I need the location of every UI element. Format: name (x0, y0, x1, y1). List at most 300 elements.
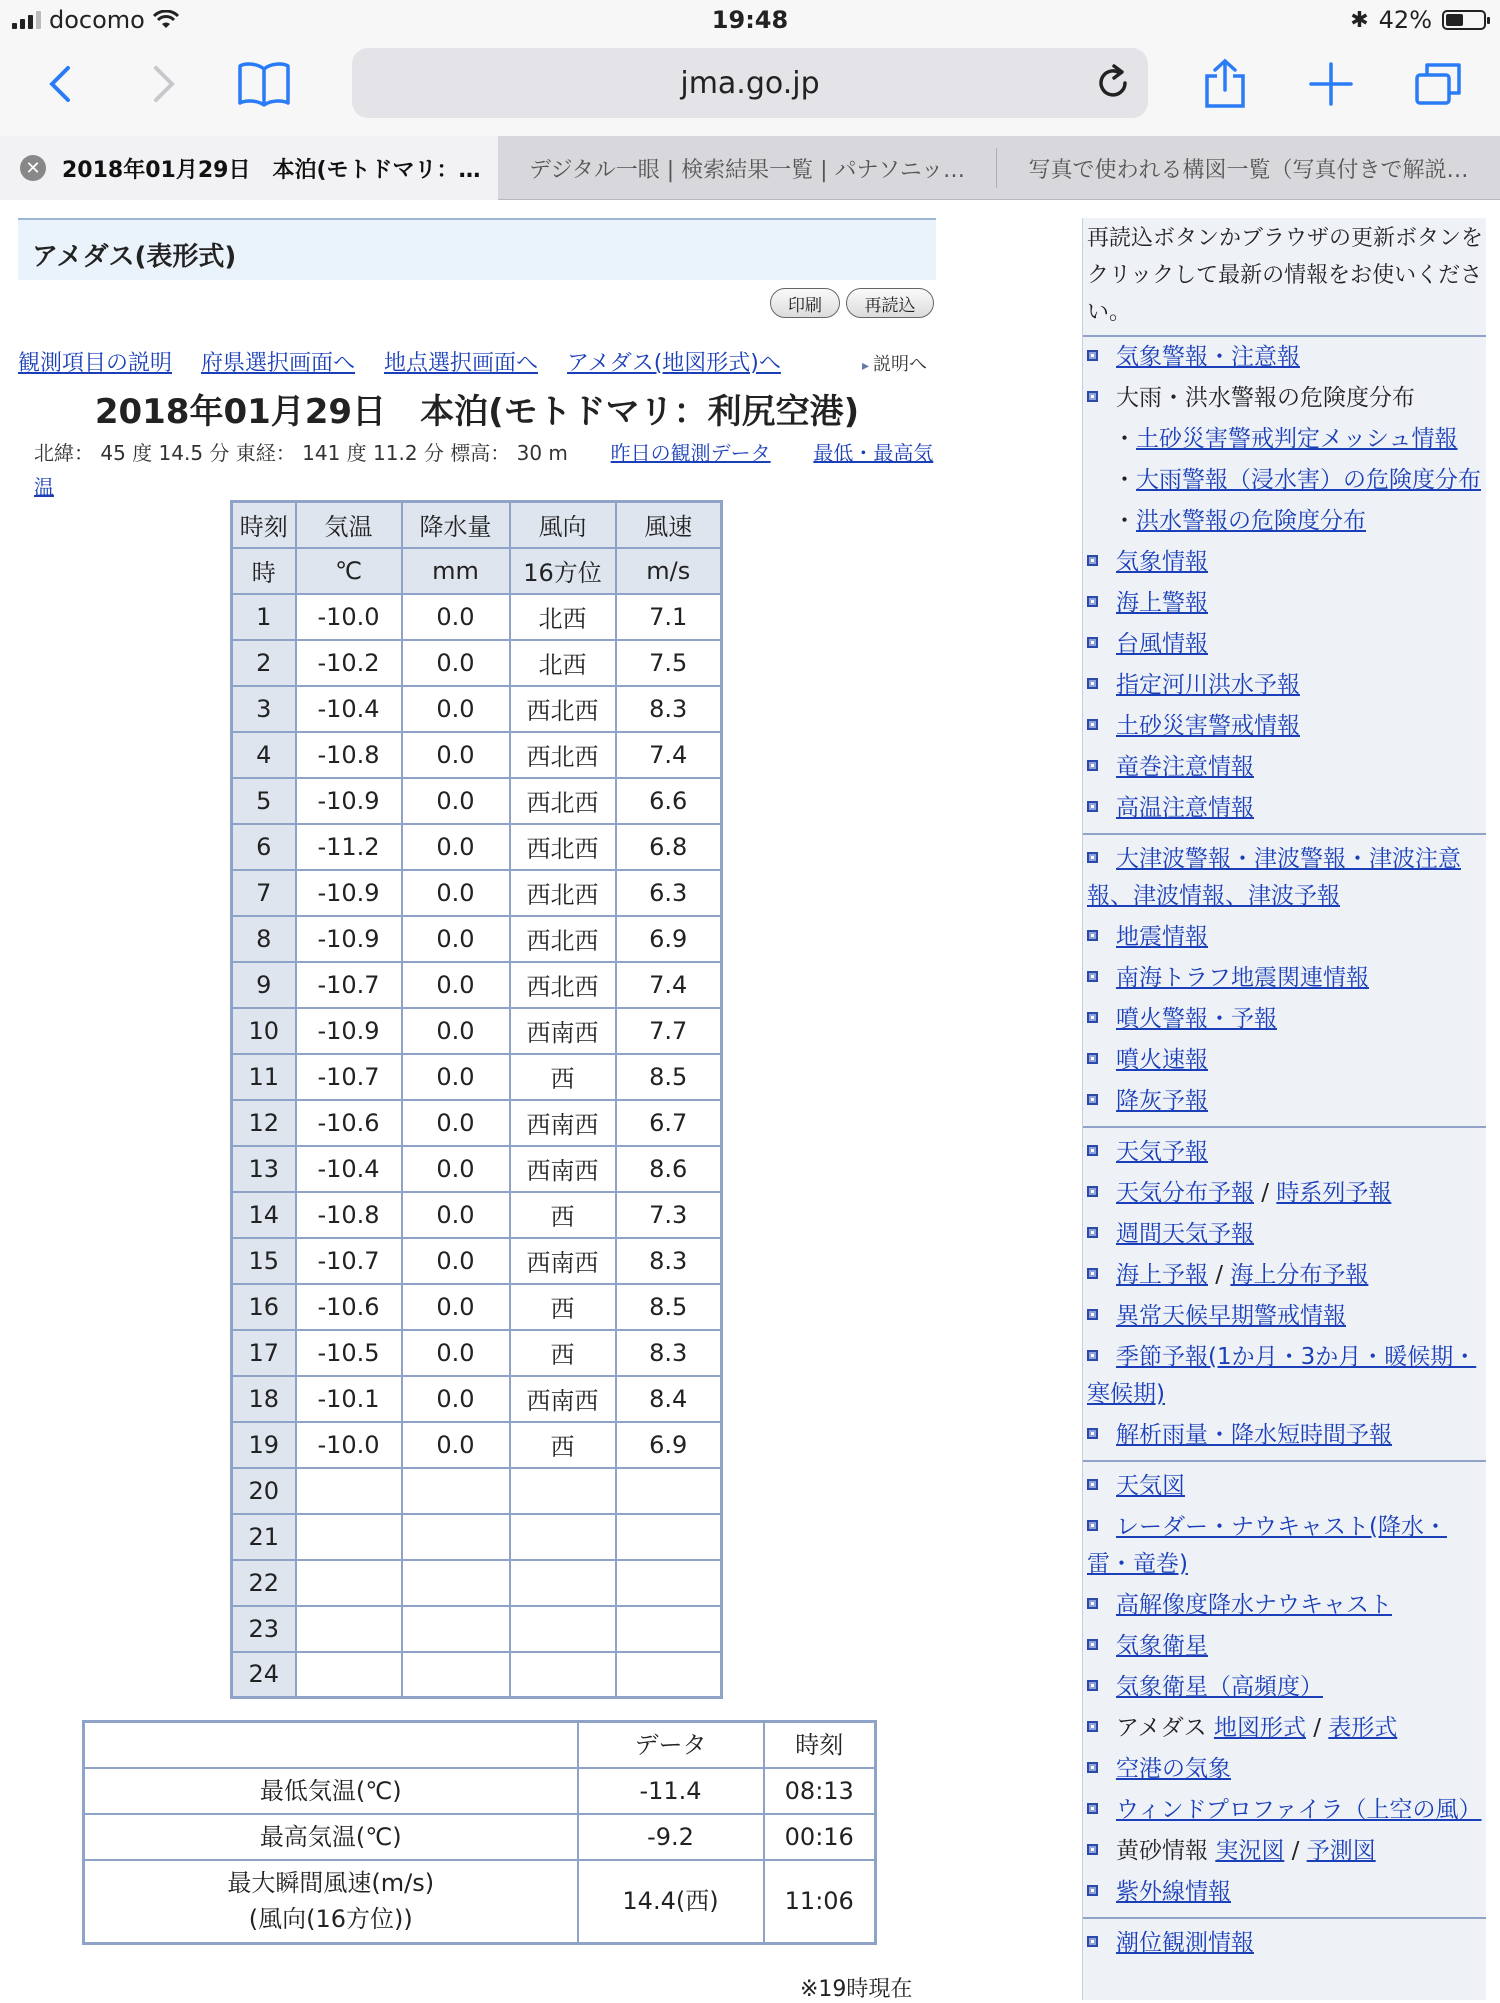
sidebar-item (1083, 1214, 1486, 1255)
bullet-icon (1087, 391, 1098, 402)
sidebar-text: ・ (1113, 508, 1136, 534)
sidebar-link[interactable]: 空港の気象 (1116, 1756, 1231, 1782)
sidebar-item (1083, 337, 1486, 378)
column-header: 降水量 (402, 502, 510, 548)
bullet-icon (1087, 1012, 1098, 1023)
column-unit: mm (402, 548, 510, 594)
summary-row (84, 1814, 876, 1860)
bullet-icon (1087, 760, 1098, 771)
sidebar-link[interactable]: 天気図 (1116, 1473, 1185, 1499)
hour-cell: 3 (232, 686, 296, 732)
data-cell (296, 1652, 402, 1698)
data-cell: 7.4 (616, 962, 722, 1008)
tab-bar (0, 136, 1500, 200)
chevron-right-icon (152, 64, 176, 104)
data-cell: 7.3 (616, 1192, 722, 1238)
data-cell: 西北西 (510, 686, 616, 732)
data-cell: 6.8 (616, 824, 722, 870)
bullet-icon (1087, 930, 1098, 941)
sidebar-item (1083, 1626, 1486, 1667)
data-cell: 0.0 (402, 916, 510, 962)
data-cell: 西北西 (510, 962, 616, 1008)
sidebar-link[interactable]: 解析雨量・降水短時間予報 (1116, 1422, 1392, 1448)
bullet-icon (1087, 1309, 1098, 1320)
table-row (232, 732, 722, 778)
sidebar-link[interactable]: 海上予報 (1116, 1262, 1208, 1288)
sidebar-item (1083, 460, 1486, 501)
hour-cell: 2 (232, 640, 296, 686)
bookmarks-button[interactable] (234, 54, 294, 114)
sidebar-item (1083, 1173, 1486, 1214)
hour-cell: 22 (232, 1560, 296, 1606)
sidebar-link[interactable]: 時系列予報 (1276, 1180, 1392, 1206)
data-cell: 7.1 (616, 594, 722, 640)
sidebar-link[interactable]: 噴火警報・予報 (1116, 1006, 1277, 1032)
sidebar-link[interactable]: 紫外線情報 (1116, 1879, 1231, 1905)
data-cell: 西北西 (510, 824, 616, 870)
summary-row (84, 1860, 876, 1944)
column-unit: m/s (616, 548, 722, 594)
tab-title: 写真で使われる構図一覧（写真付きで解説… (1028, 157, 1469, 183)
sidebar-item (1083, 1923, 1486, 1964)
summary-cell: 08:13 (764, 1768, 876, 1814)
data-cell: 8.3 (616, 1238, 722, 1284)
data-cell (296, 1560, 402, 1606)
sidebar-item (1083, 1081, 1486, 1122)
sidebar-text: ・ (1113, 467, 1136, 493)
sidebar-item (1083, 999, 1486, 1040)
data-cell: 西北西 (510, 732, 616, 778)
data-cell: 北西 (510, 594, 616, 640)
data-cell: 0.0 (402, 870, 510, 916)
hour-cell: 4 (232, 732, 296, 778)
data-cell: 0.0 (402, 1192, 510, 1238)
bullet-icon (1087, 1598, 1098, 1609)
sidebar-link[interactable]: 天気分布予報 (1116, 1180, 1254, 1206)
summary-cell: 最低気温(℃) (84, 1768, 578, 1814)
tab-title: デジタル一眼 | 検索結果一覧 | パナソニッ… (529, 157, 965, 183)
summary-cell: 最高気温(℃) (84, 1814, 578, 1860)
data-cell (402, 1652, 510, 1698)
status-bar (0, 0, 1500, 40)
bullet-icon (1087, 678, 1098, 689)
summary-column-header (84, 1722, 578, 1768)
data-cell: 西南西 (510, 1238, 616, 1284)
bullet-icon (1087, 1479, 1098, 1490)
sidebar-link[interactable]: 土砂災害警戒情報 (1116, 713, 1300, 739)
hour-cell: 18 (232, 1376, 296, 1422)
sidebar-link[interactable]: 洪水警報の危険度分布 (1136, 508, 1366, 534)
data-cell (296, 1468, 402, 1514)
bullet-icon (1087, 1268, 1098, 1279)
sidebar-link[interactable]: 地図形式 (1213, 1715, 1306, 1741)
sidebar-link[interactable]: 天気予報 (1116, 1139, 1208, 1165)
data-cell: 西南西 (510, 1146, 616, 1192)
data-cell: 西南西 (510, 1376, 616, 1422)
data-cell: -10.6 (296, 1100, 402, 1146)
hour-cell: 5 (232, 778, 296, 824)
data-cell: -10.8 (296, 732, 402, 778)
summary-header-row (84, 1722, 876, 1768)
tabs-icon (1413, 61, 1463, 107)
bullet-icon (1087, 1803, 1098, 1814)
tab-amedas[interactable] (0, 136, 498, 200)
data-cell: 8.6 (616, 1146, 722, 1192)
table-row (232, 1054, 722, 1100)
sidebar-text: / (1305, 1715, 1329, 1741)
data-cell (402, 1514, 510, 1560)
data-cell: 6.3 (616, 870, 722, 916)
hour-cell: 24 (232, 1652, 296, 1698)
data-cell: 0.0 (402, 824, 510, 870)
sidebar-item (1083, 1296, 1486, 1337)
tab-composition[interactable] (997, 136, 1500, 200)
sidebar-link[interactable]: 予測図 (1306, 1838, 1376, 1864)
sidebar-text: 黄砂情報 (1116, 1838, 1216, 1864)
data-cell: -10.6 (296, 1284, 402, 1330)
sidebar-divider (1083, 1126, 1486, 1128)
reload-page-button[interactable]: 再読込 (846, 288, 934, 318)
data-cell (616, 1560, 722, 1606)
data-cell: -10.2 (296, 640, 402, 686)
sidebar-link[interactable]: 週間天気予報 (1116, 1221, 1254, 1247)
sidebar-item (1083, 1790, 1486, 1831)
data-cell: -10.9 (296, 1008, 402, 1054)
table-units-row (232, 548, 722, 594)
table-row (232, 1146, 722, 1192)
sidebar-item (1083, 624, 1486, 665)
browser-toolbar (0, 40, 1500, 136)
yesterday-data-link[interactable]: 昨日の観測データ (610, 441, 771, 465)
column-unit: ℃ (296, 548, 402, 594)
book-icon (237, 61, 291, 107)
data-cell: 6.6 (616, 778, 722, 824)
hour-cell: 12 (232, 1100, 296, 1146)
coordinates-text: 北緯： 45 度 14.5 分 東経： 141 度 11.2 分 標高： 30 m (34, 441, 568, 465)
bullet-icon (1087, 1844, 1098, 1855)
sidebar-item (1083, 1255, 1486, 1296)
data-cell: 0.0 (402, 1330, 510, 1376)
share-button[interactable] (1200, 54, 1250, 114)
table-row (232, 870, 722, 916)
table-row (232, 1422, 722, 1468)
sidebar-link[interactable]: 降灰予報 (1116, 1088, 1208, 1114)
data-cell: 0.0 (402, 1100, 510, 1146)
summary-column-header: データ (578, 1722, 764, 1768)
link-item-explanation[interactable]: 観測項目の説明 (18, 351, 173, 376)
hour-cell: 1 (232, 594, 296, 640)
sidebar-link[interactable]: 気象情報 (1116, 549, 1208, 575)
data-cell: 0.0 (402, 732, 510, 778)
sidebar-link[interactable]: 大雨警報（浸水害）の危険度分布 (1136, 467, 1481, 493)
data-cell: 西 (510, 1330, 616, 1376)
tabs-button[interactable] (1410, 54, 1466, 114)
bullet-icon (1087, 350, 1098, 361)
table-row (232, 686, 722, 732)
bullet-icon (1087, 1721, 1098, 1732)
close-tab-icon[interactable]: ✕ (20, 155, 46, 181)
data-cell: 西 (510, 1192, 616, 1238)
column-header: 風向 (510, 502, 616, 548)
data-cell: 0.0 (402, 640, 510, 686)
bullet-icon (1087, 1094, 1098, 1105)
data-cell (616, 1606, 722, 1652)
sidebar-text: / (1208, 1262, 1231, 1288)
data-cell (296, 1514, 402, 1560)
tab-panasonic[interactable] (498, 136, 996, 200)
table-row (232, 1468, 722, 1514)
data-cell: 0.0 (402, 962, 510, 1008)
carrier-label: docomo (49, 6, 145, 34)
sidebar-link[interactable]: 南海トラフ地震関連情報 (1116, 965, 1369, 991)
bullet-icon (1087, 1680, 1098, 1691)
hour-cell: 6 (232, 824, 296, 870)
sidebar-link[interactable]: 高温注意情報 (1116, 795, 1254, 821)
sidebar-item (1083, 1466, 1486, 1507)
hour-cell: 7 (232, 870, 296, 916)
link-point-select[interactable]: 地点選択画面へ (384, 351, 539, 376)
sidebar-item (1083, 1872, 1486, 1913)
bullet-icon (1087, 719, 1098, 730)
hour-cell: 13 (232, 1146, 296, 1192)
plus-icon (1309, 62, 1353, 106)
table-row (232, 1330, 722, 1376)
tab-title: 2018年01月29日 本泊(モトドマリ：… (62, 157, 481, 183)
section-heading: アメダス(表形式) (18, 218, 936, 280)
sidebar-item (1083, 1132, 1486, 1173)
table-row (232, 1192, 722, 1238)
bullet-icon (1087, 596, 1098, 607)
sidebar-link[interactable]: 地震情報 (1116, 924, 1208, 950)
bluetooth-icon: ✱ (1350, 7, 1369, 33)
table-row (232, 1606, 722, 1652)
summary-cell: 14.4(西) (578, 1860, 764, 1944)
data-cell: 西 (510, 1054, 616, 1100)
sidebar-link[interactable]: レーダー・ナウキャスト(降水・雷・竜巻) (1087, 1514, 1447, 1577)
data-cell (616, 1514, 722, 1560)
data-cell: 西南西 (510, 1100, 616, 1146)
address-bar[interactable] (352, 48, 1148, 118)
sidebar-link[interactable]: 気象衛星 (1116, 1633, 1208, 1659)
link-prefecture-select[interactable]: 府県選択画面へ (201, 351, 356, 376)
page-content (0, 200, 1500, 2000)
hour-cell: 8 (232, 916, 296, 962)
sidebar-item (1083, 583, 1486, 624)
sidebar-link[interactable]: 大津波警報・津波警報・津波注意報、津波情報、津波予報 (1087, 846, 1461, 909)
sidebar-item (1083, 1040, 1486, 1081)
data-cell: 0.0 (402, 1008, 510, 1054)
sidebar-link[interactable]: 海上警報 (1116, 590, 1208, 616)
column-unit: 時 (232, 548, 296, 594)
sidebar-text: / (1254, 1180, 1277, 1206)
data-cell: -10.8 (296, 1192, 402, 1238)
sidebar-divider (1083, 1917, 1486, 1919)
sidebar-item (1083, 1415, 1486, 1456)
sidebar-link[interactable]: 台風情報 (1116, 631, 1208, 657)
data-cell: 6.9 (616, 1422, 722, 1468)
data-cell (510, 1652, 616, 1698)
url-text: jma.go.jp (680, 65, 820, 101)
data-cell (616, 1468, 722, 1514)
data-cell: -10.1 (296, 1376, 402, 1422)
data-cell: -10.7 (296, 1054, 402, 1100)
sidebar-link[interactable]: ウィンドプロファイラ（上空の風） (1116, 1797, 1482, 1823)
data-cell: 0.0 (402, 1146, 510, 1192)
data-cell: -10.4 (296, 1146, 402, 1192)
data-cell: 8.5 (616, 1054, 722, 1100)
sidebar-link[interactable]: 潮位観測情報 (1116, 1930, 1254, 1956)
table-row (232, 916, 722, 962)
battery-fill (1446, 14, 1463, 26)
sidebar-link[interactable]: 異常天候早期警戒情報 (1116, 1303, 1346, 1329)
hour-cell: 11 (232, 1054, 296, 1100)
data-cell: -10.9 (296, 778, 402, 824)
sidebar-link[interactable]: 海上分布予報 (1230, 1262, 1369, 1288)
table-header-row (232, 502, 722, 548)
bullet-icon (1087, 971, 1098, 982)
table-row (232, 1376, 722, 1422)
hour-cell: 14 (232, 1192, 296, 1238)
data-cell: 0.0 (402, 1054, 510, 1100)
sidebar-divider (1083, 833, 1486, 835)
data-cell: -10.0 (296, 1422, 402, 1468)
data-cell (510, 1606, 616, 1652)
sidebar-intro: 再読込ボタンかブラウザの更新ボタンをクリックして最新の情報をお使いください。 (1083, 218, 1486, 337)
sidebar-link[interactable]: 季節予報(1か月・3か月・暖候期・寒候期) (1087, 1344, 1477, 1407)
reload-icon[interactable] (1092, 62, 1134, 104)
station-info (34, 436, 934, 504)
table-row (232, 824, 722, 870)
forward-button[interactable] (144, 54, 184, 114)
footnote: ※19時現在 (800, 1977, 913, 2002)
sidebar-link[interactable]: 実況図 (1215, 1838, 1285, 1864)
bullet-icon (1087, 1936, 1098, 1947)
explain-link[interactable]: ▸ 説明へ (862, 350, 927, 376)
bullet-icon (1087, 1520, 1098, 1531)
table-row (232, 962, 722, 1008)
table-row (232, 1100, 722, 1146)
sidebar-text: 大雨・洪水警報の危険度分布 (1116, 385, 1415, 411)
data-cell: 0.0 (402, 1238, 510, 1284)
sidebar-item (1083, 419, 1486, 460)
bullet-icon (1087, 1762, 1098, 1773)
battery-percent: 42% (1378, 6, 1432, 34)
sidebar-item (1083, 747, 1486, 788)
sidebar-link[interactable]: 表形式 (1328, 1715, 1398, 1741)
data-cell: 北西 (510, 640, 616, 686)
observation-table (230, 500, 723, 1699)
sidebar-item (1083, 665, 1486, 706)
data-cell (510, 1560, 616, 1606)
data-cell: 0.0 (402, 1284, 510, 1330)
sidebar-link[interactable]: 高解像度降水ナウキャスト (1116, 1592, 1392, 1618)
sidebar-item (1083, 501, 1486, 542)
data-cell: 西北西 (510, 778, 616, 824)
table-row (232, 1008, 722, 1054)
hour-cell: 23 (232, 1606, 296, 1652)
data-cell: -10.7 (296, 962, 402, 1008)
status-right (1350, 6, 1486, 34)
sidebar-item (1083, 1667, 1486, 1708)
sidebar-item (1083, 542, 1486, 583)
summary-cell: -9.2 (578, 1814, 764, 1860)
min-max-temp-link[interactable]: 最低・最高気温 (34, 441, 934, 499)
data-cell: 8.4 (616, 1376, 722, 1422)
table-row (232, 1560, 722, 1606)
data-cell (616, 1652, 722, 1698)
data-cell (510, 1514, 616, 1560)
table-row (232, 778, 722, 824)
data-cell: 7.7 (616, 1008, 722, 1054)
sidebar-item (1083, 378, 1486, 419)
bullet-icon (1087, 1145, 1098, 1156)
sidebar (1082, 218, 1486, 2000)
data-cell: 8.3 (616, 686, 722, 732)
table-row (232, 1284, 722, 1330)
summary-cell: 11:06 (764, 1860, 876, 1944)
sidebar-link[interactable]: 土砂災害警戒判定メッシュ情報 (1136, 426, 1458, 452)
table-row (232, 640, 722, 686)
bullet-icon (1087, 1428, 1098, 1439)
data-cell: -10.9 (296, 916, 402, 962)
bullet-icon (1087, 801, 1098, 812)
link-map-format[interactable]: アメダス(地図形式)へ (567, 351, 781, 376)
chevron-left-icon (48, 64, 72, 104)
new-tab-button[interactable] (1306, 54, 1356, 114)
data-cell: -10.9 (296, 870, 402, 916)
data-cell: 7.4 (616, 732, 722, 778)
back-button[interactable] (40, 54, 80, 114)
hour-cell: 20 (232, 1468, 296, 1514)
sidebar-item (1083, 1749, 1486, 1790)
summary-cell: 00:16 (764, 1814, 876, 1860)
bullet-icon (1087, 1053, 1098, 1064)
data-cell: -10.5 (296, 1330, 402, 1376)
hour-cell: 19 (232, 1422, 296, 1468)
data-cell: 西北西 (510, 916, 616, 962)
bullet-icon (1087, 1227, 1098, 1238)
data-cell: 6.9 (616, 916, 722, 962)
data-cell (510, 1468, 616, 1514)
hour-cell: 10 (232, 1008, 296, 1054)
sidebar-link[interactable]: 指定河川洪水予報 (1116, 672, 1300, 698)
sidebar-link[interactable]: 竜巻注意情報 (1116, 754, 1254, 780)
sidebar-divider (1083, 1460, 1486, 1462)
data-cell (402, 1560, 510, 1606)
data-cell: 西 (510, 1422, 616, 1468)
data-cell (402, 1606, 510, 1652)
data-cell: -10.4 (296, 686, 402, 732)
sidebar-text: / (1284, 1838, 1307, 1864)
summary-cell: 最大瞬間風速(m/s) (風向(16方位)) (84, 1860, 578, 1944)
sidebar-item (1083, 1708, 1486, 1749)
column-header: 気温 (296, 502, 402, 548)
bullet-icon (1087, 1885, 1098, 1896)
table-row (232, 594, 722, 640)
sidebar-text: アメダス (1116, 1715, 1214, 1741)
bullet-icon (1087, 637, 1098, 648)
sidebar-link[interactable]: 噴火速報 (1116, 1047, 1208, 1073)
sidebar-link[interactable]: 気象警報・注意報 (1116, 344, 1300, 370)
data-cell: 0.0 (402, 594, 510, 640)
data-cell: 8.3 (616, 1330, 722, 1376)
print-button[interactable]: 印刷 (770, 288, 840, 318)
sidebar-text: ・ (1113, 426, 1136, 452)
sidebar-link[interactable]: 気象衛星（高頻度） (1116, 1674, 1323, 1700)
data-cell: 西南西 (510, 1008, 616, 1054)
hour-cell: 17 (232, 1330, 296, 1376)
status-time: 19:48 (711, 6, 789, 34)
